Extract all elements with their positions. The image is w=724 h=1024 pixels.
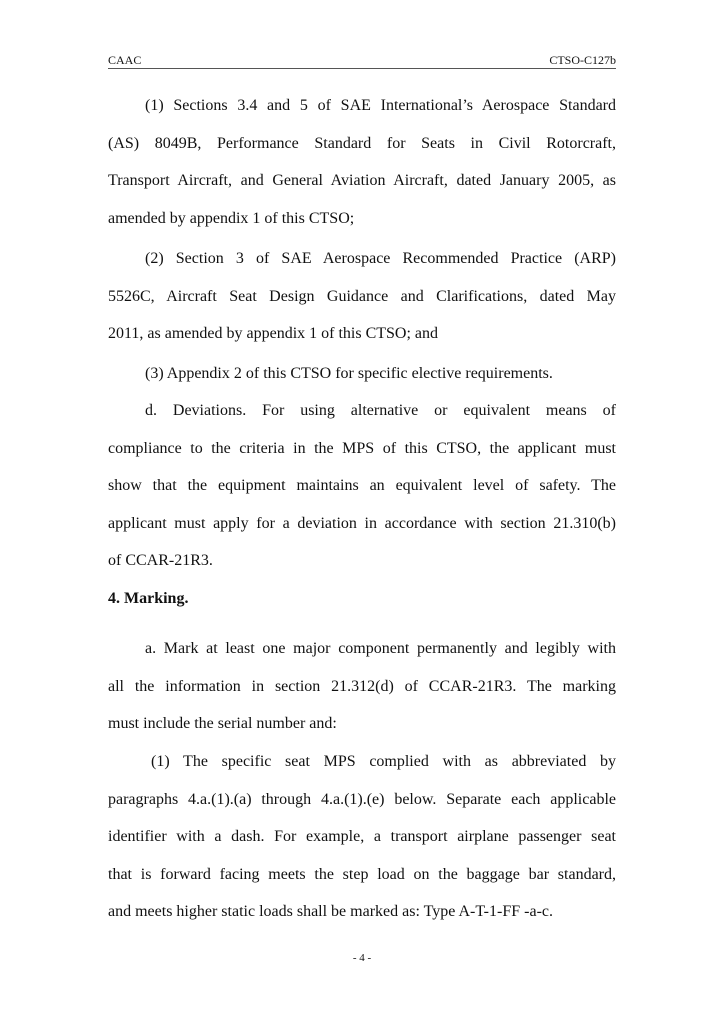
text-line: 2011, as amended by appendix 1 of this CTSO; and bbox=[108, 325, 439, 342]
text-line: 5526C, Aircraft Seat Design Guidance and Clarifications, dated May bbox=[108, 287, 616, 305]
text-line: compliance to the criteria in the MPS of this CTSO, the applicant must bbox=[108, 439, 616, 457]
text-line: a. Mark at least one major component permanently and legibly with bbox=[145, 640, 616, 657]
paragraph-appendix-2 bbox=[108, 355, 616, 393]
text-line: and meets higher static loads shall be marked as: Type A-T-1-FF -a-c. bbox=[108, 903, 553, 920]
text-line: of CCAR-21R3. bbox=[108, 552, 213, 569]
paragraph-mark-component bbox=[108, 630, 616, 743]
text-line: must include the serial number and: bbox=[108, 715, 337, 732]
text-line: Transport Aircraft, and General Aviation Aircraft, dated January 2005, as bbox=[108, 172, 616, 189]
paragraph-sections-3-4 bbox=[108, 87, 616, 237]
text-line: paragraphs 4.a.(1).(a) through 4.a.(1).(e) below. Separate each applicable bbox=[108, 790, 616, 808]
text-line: (1) The specific seat MPS complied with as abbreviated by bbox=[151, 753, 616, 770]
header-doc-id: CTSO-C127b bbox=[549, 53, 616, 67]
page-number: - 4 - bbox=[352, 952, 372, 964]
paragraph-seat-mps bbox=[108, 743, 616, 931]
text-line: that is forward facing meets the step load on the baggage bar standard, bbox=[108, 865, 616, 883]
paragraph-section-3-arp bbox=[108, 240, 616, 353]
text-line: applicant must apply for a deviation in accordance with section 21.310(b) bbox=[108, 514, 616, 532]
page-header bbox=[108, 52, 616, 69]
section-heading-marking: 4. Marking. bbox=[108, 590, 189, 607]
paragraph-deviations bbox=[108, 392, 616, 580]
text-line: all the information in section 21.312(d) of CCAR-21R3. The marking bbox=[108, 677, 616, 695]
text-line: (2) Section 3 of SAE Aerospace Recommended Practice (ARP) bbox=[145, 250, 616, 267]
text-line: amended by appendix 1 of this CTSO; bbox=[108, 209, 355, 227]
text-line: identifier with a dash. For example, a transport airplane passenger seat bbox=[108, 828, 616, 845]
text-line: show that the equipment maintains an equivalent level of safety. The bbox=[108, 477, 616, 494]
text-line: (3) Appendix 2 of this CTSO for specific elective requirements. bbox=[145, 365, 553, 382]
header-org: CAAC bbox=[108, 53, 142, 67]
text-line: (AS) 8049B, Performance Standard for Seats in Civil Rotorcraft, bbox=[108, 134, 616, 152]
text-line: (1) Sections 3.4 and 5 of SAE International’s Aerospace Standard bbox=[145, 97, 616, 114]
text-line: d. Deviations. For using alternative or equivalent means of bbox=[145, 402, 616, 419]
